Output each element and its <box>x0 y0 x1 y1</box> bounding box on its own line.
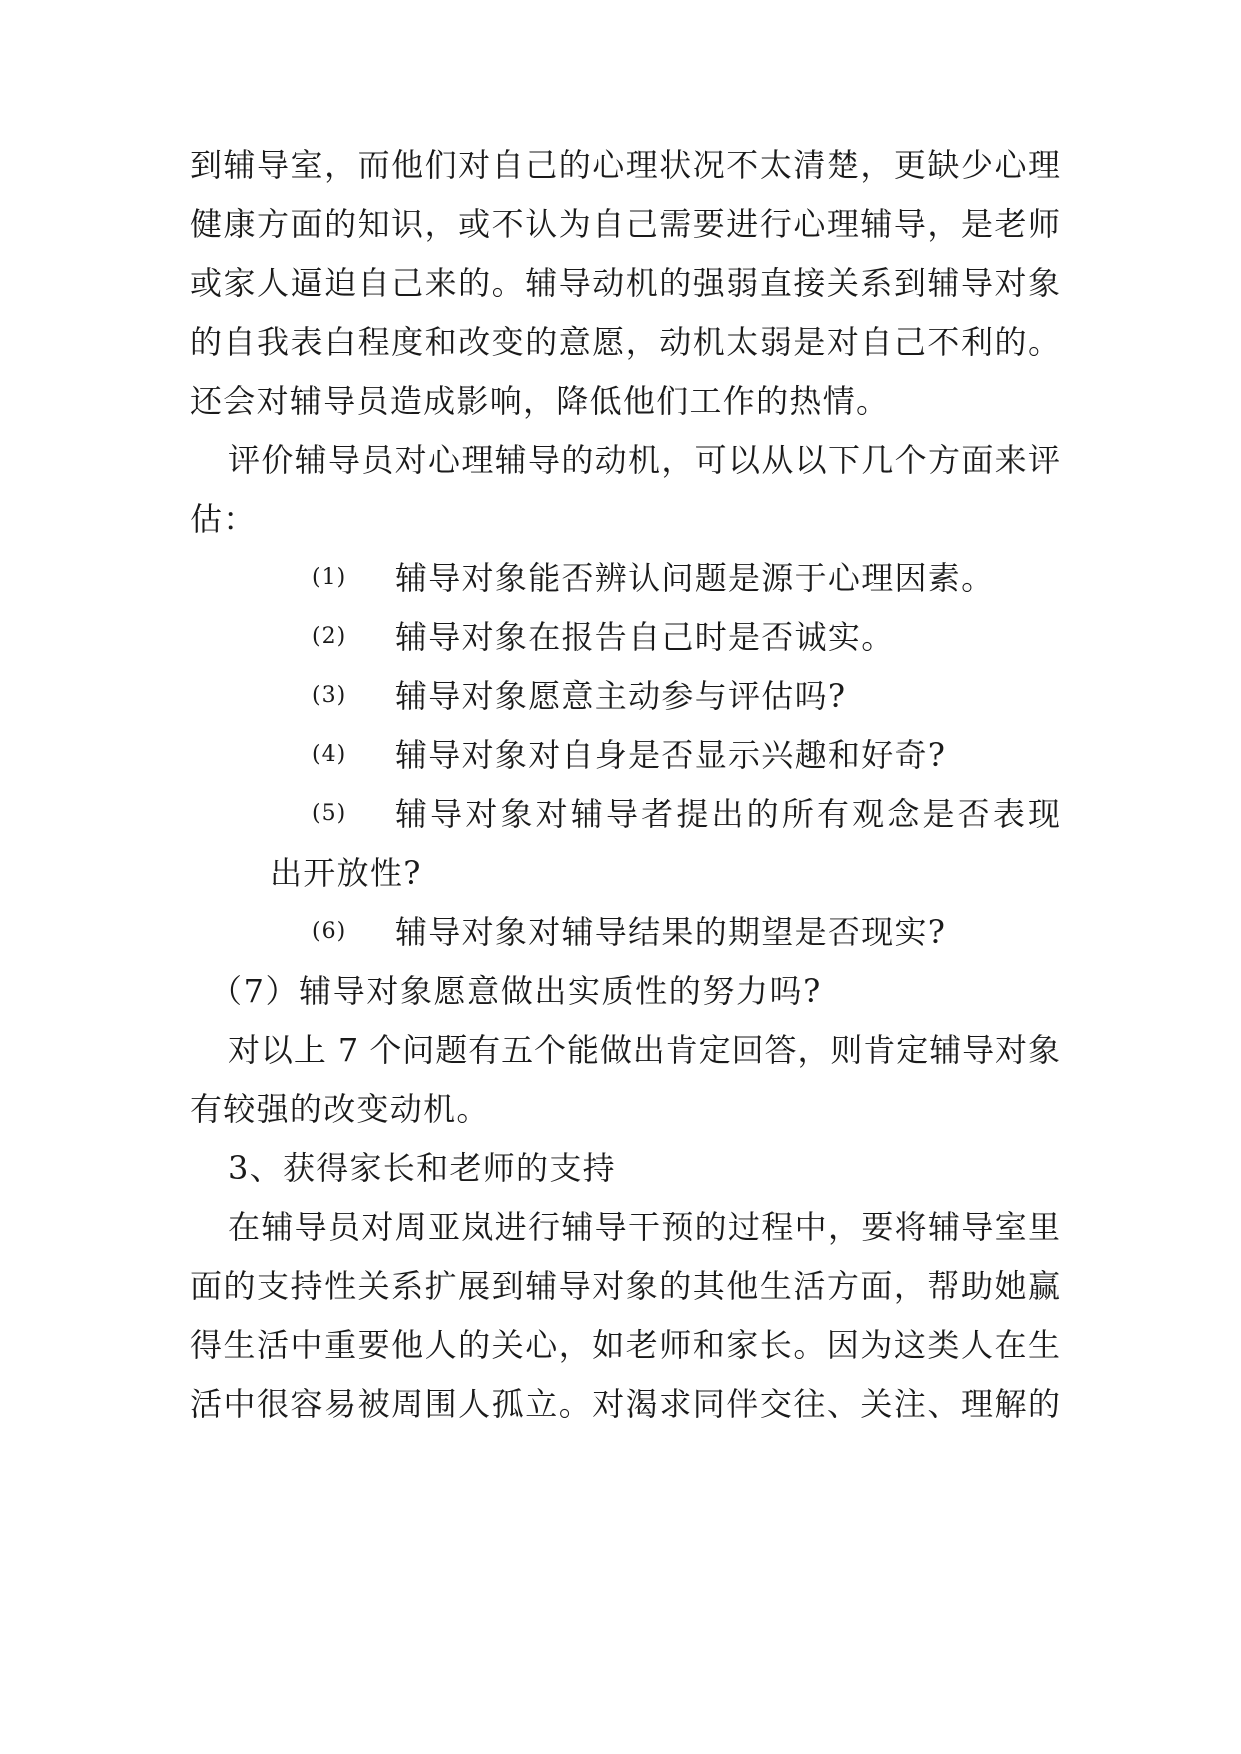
list-item-5-continuation: 出开放性? <box>270 854 422 892</box>
paragraph-3-line-2: 有较强的改变动机。 <box>190 1090 490 1128</box>
paragraph-1-line-3: 或家人逼迫自己来的。辅导动机的强弱直接关系到辅导对象 <box>190 264 1060 302</box>
list-item-4-text: 辅导对象对自身是否显示兴趣和好奇? <box>395 736 947 774</box>
paragraph-1-line-4: 的自我表白程度和改变的意愿，动机太弱是对自己不利的。 <box>190 323 1060 361</box>
document-page <box>190 0 1060 1754</box>
paragraph-4-line-3: 得生活中重要他人的关心，如老师和家长。因为这类人在生 <box>190 1326 1060 1364</box>
list-item-2-number: (2) <box>312 624 347 649</box>
list-item-5-text: 辅导对象对辅导者提出的所有观念是否表现 <box>395 795 1060 833</box>
list-item-4-number: (4) <box>312 742 347 767</box>
list-item-3-number: (3) <box>312 683 347 708</box>
paragraph-4-line-4: 活中很容易被周围人孤立。对渴求同伴交往、关注、理解的 <box>190 1385 1060 1423</box>
list-item-6-number: (6) <box>312 919 347 944</box>
paragraph-3-line-1: 对以上 7 个问题有五个能做出肯定回答，则肯定辅导对象 <box>228 1031 1060 1069</box>
paragraph-1-line-5: 还会对辅导员造成影响，降低他们工作的热情。 <box>190 382 890 420</box>
list-item-2-text: 辅导对象在报告自己时是否诚实。 <box>395 618 895 656</box>
list-item-7: （7）辅导对象愿意做出实质性的努力吗? <box>210 972 822 1010</box>
paragraph-2-line-1: 评价辅导员对心理辅导的动机，可以从以下几个方面来评 <box>228 441 1060 479</box>
paragraph-2-line-2: 估： <box>190 500 257 538</box>
paragraph-1-line-1: 到辅导室，而他们对自己的心理状况不太清楚，更缺少心理 <box>190 146 1060 184</box>
list-item-1-text: 辅导对象能否辨认问题是源于心理因素。 <box>395 559 995 597</box>
list-item-1-number: (1) <box>312 565 347 590</box>
section-heading: 3、获得家长和老师的支持 <box>228 1149 616 1187</box>
list-item-6-text: 辅导对象对辅导结果的期望是否现实? <box>395 913 947 951</box>
paragraph-4-line-2: 面的支持性关系扩展到辅导对象的其他生活方面，帮助她赢 <box>190 1267 1060 1305</box>
list-item-3-text: 辅导对象愿意主动参与评估吗? <box>395 677 847 715</box>
list-item-5-number: (5) <box>312 801 347 826</box>
paragraph-4-line-1: 在辅导员对周亚岚进行辅导干预的过程中，要将辅导室里 <box>228 1208 1060 1246</box>
paragraph-1-line-2: 健康方面的知识，或不认为自己需要进行心理辅导，是老师 <box>190 205 1060 243</box>
